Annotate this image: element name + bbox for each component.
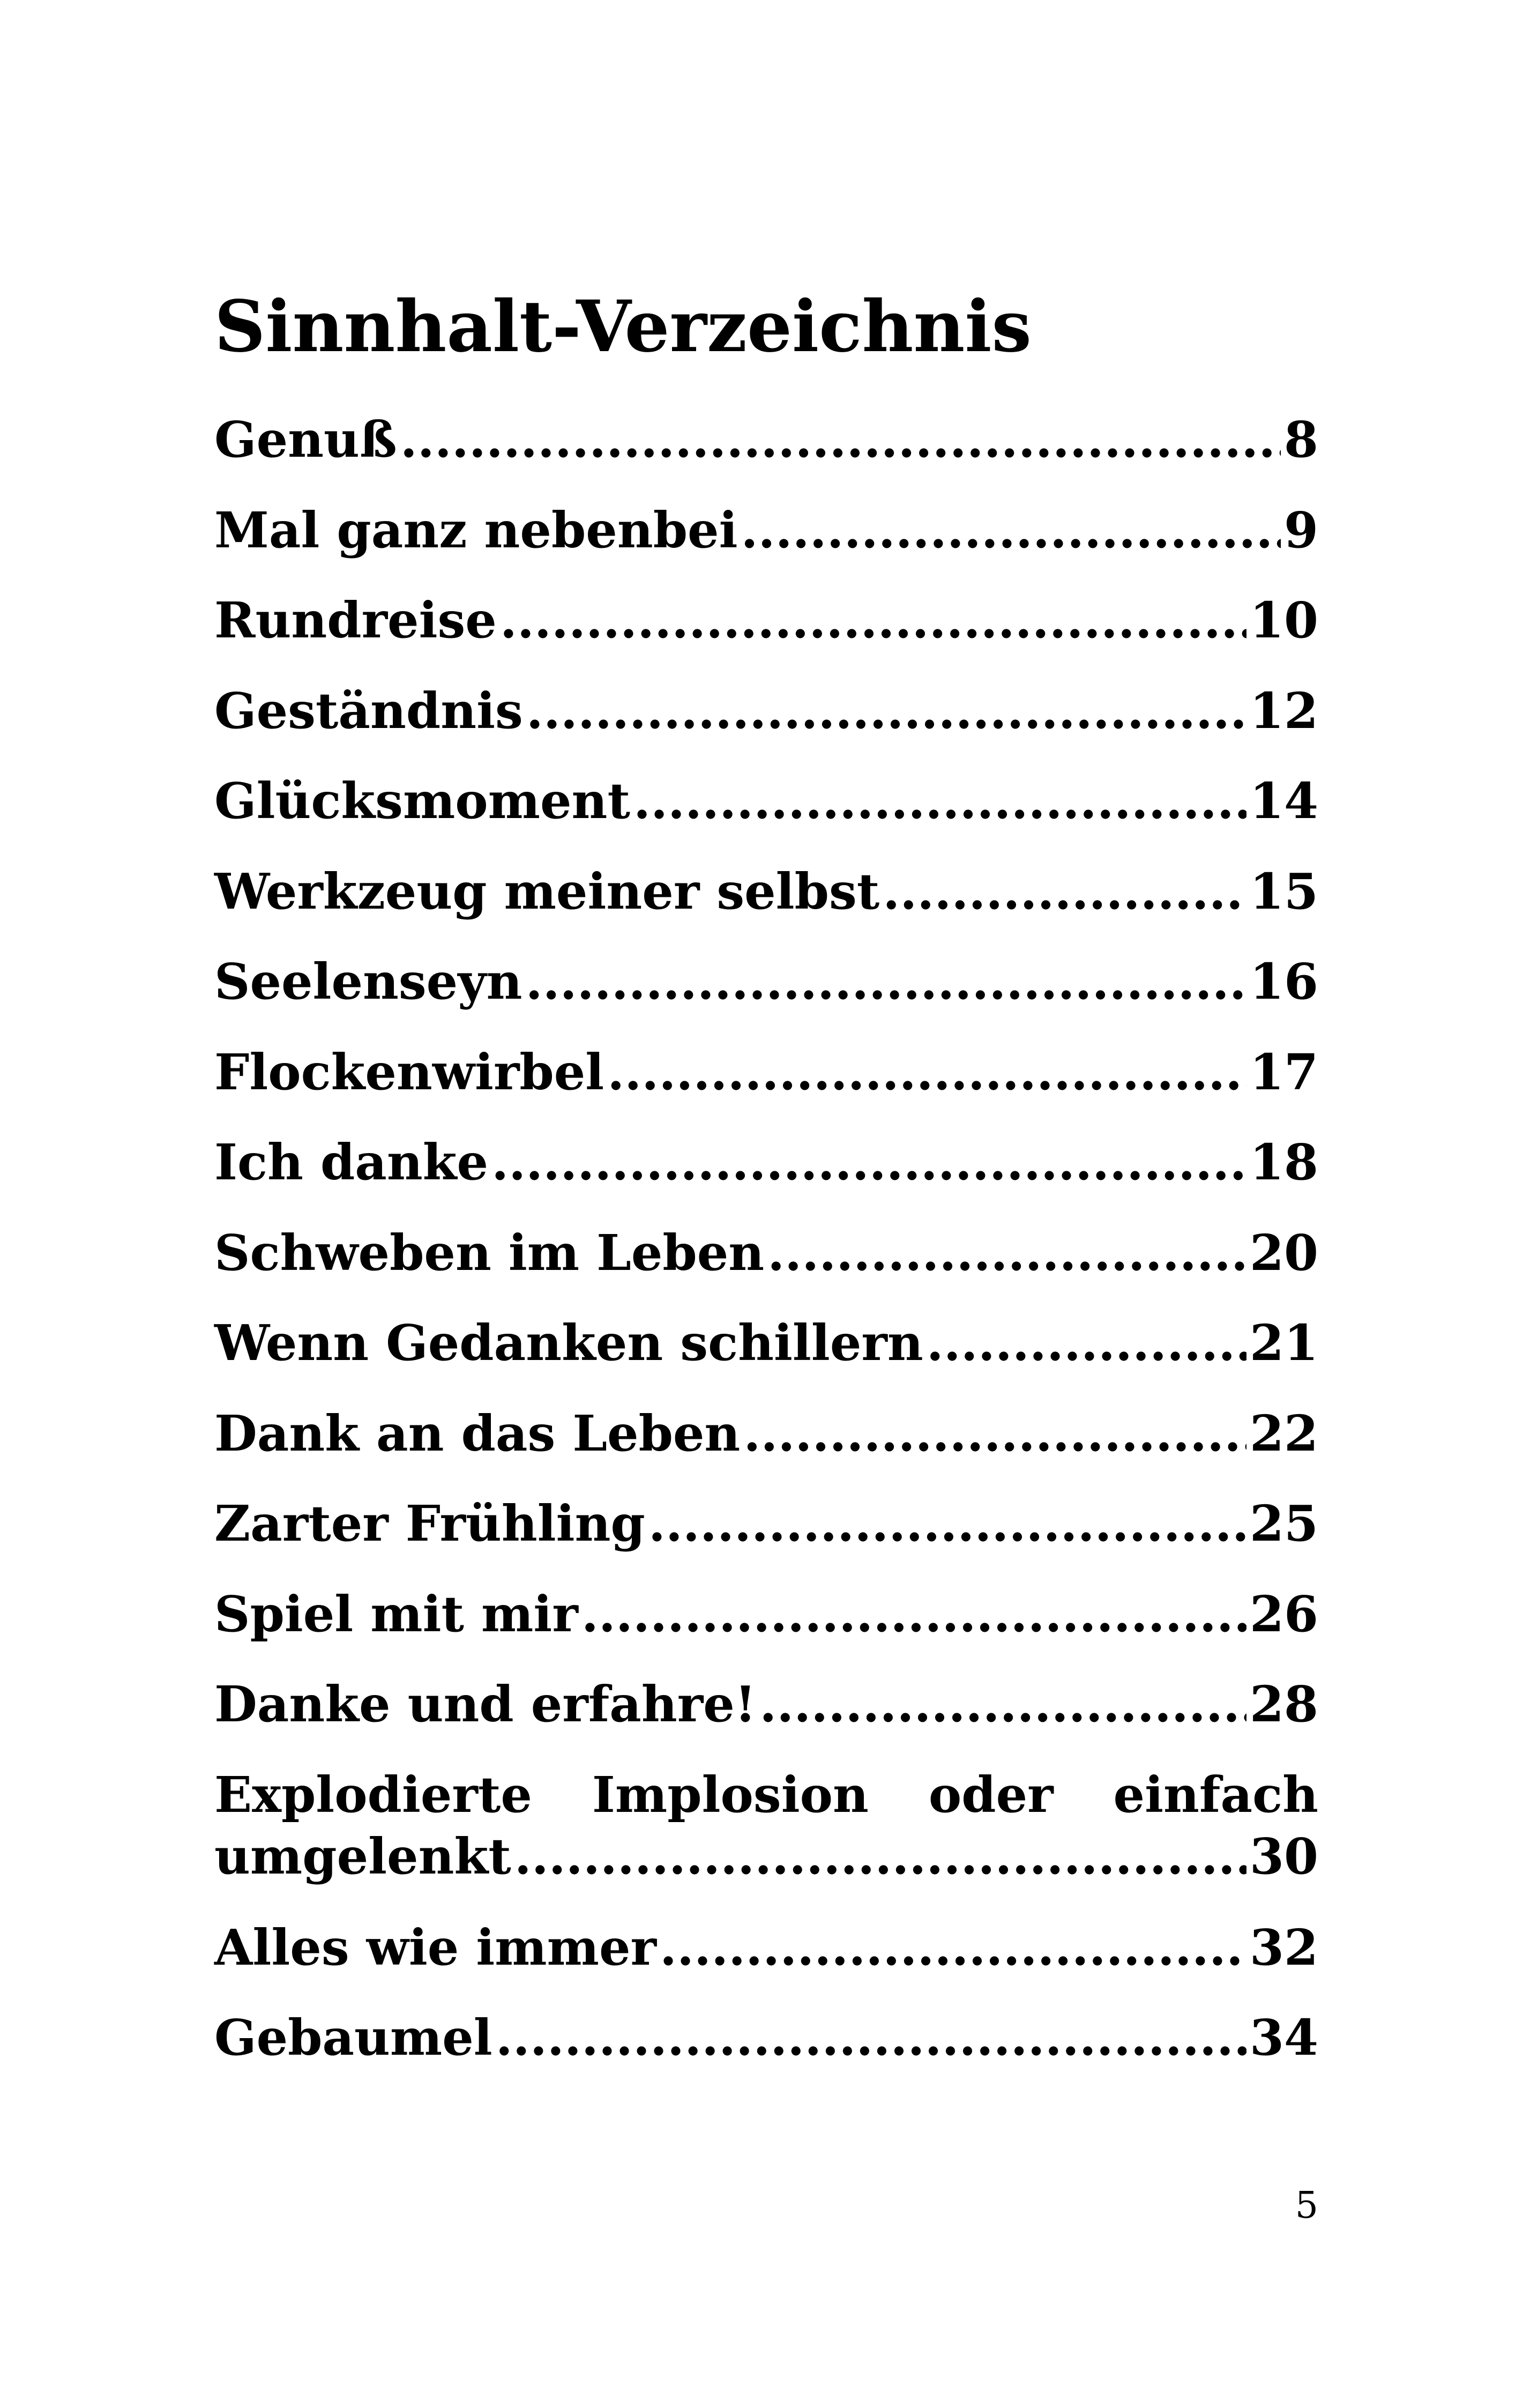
- toc-entry: [214, 1913, 1318, 2003]
- toc-entry: [214, 1037, 1318, 1128]
- toc-entry-title: Ich danke: [214, 1133, 489, 1191]
- toc-entry-title: Werkzeug meiner selbst: [214, 862, 880, 920]
- toc-entry-title: Wenn Gedanken schillern: [214, 1314, 923, 1372]
- toc-entry: [214, 1308, 1318, 1399]
- toc-entry: [214, 947, 1318, 1037]
- toc-entry-page: 32: [1249, 1918, 1318, 1976]
- toc-entry-page: 18: [1249, 1133, 1318, 1191]
- toc-word: einfach: [1113, 1765, 1318, 1824]
- toc-word: Explodierte: [214, 1765, 532, 1824]
- toc-entry: [214, 1489, 1318, 1579]
- toc-entry: [214, 585, 1318, 676]
- toc-entry-title: Rundreise: [214, 591, 497, 649]
- toc-entry-title: Seelenseyn: [214, 953, 522, 1010]
- toc-entry-title-line1: [214, 1760, 1318, 1824]
- toc-word: oder: [928, 1765, 1054, 1824]
- toc-entry: [214, 495, 1318, 586]
- toc-entry: [214, 1127, 1318, 1218]
- dot-leader: [581, 1579, 1246, 1649]
- toc-entry-title: Genuß: [214, 411, 397, 469]
- toc-entry-title: Mal ganz nebenbei: [214, 501, 738, 559]
- toc-entry-page: 22: [1249, 1404, 1318, 1462]
- dot-leader: [767, 1218, 1246, 1288]
- toc-entry-page: 20: [1249, 1223, 1318, 1282]
- toc-entry-page: 26: [1249, 1585, 1318, 1643]
- toc-entry: [214, 1399, 1318, 1489]
- toc-entry: [214, 1218, 1318, 1309]
- toc-entry-multiline: [214, 1760, 1318, 1913]
- toc-entry-page: 14: [1249, 772, 1318, 830]
- toc-entry-title: Dank an das Leben: [214, 1404, 741, 1462]
- dot-leader: [496, 2003, 1246, 2072]
- dot-leader: [526, 947, 1246, 1016]
- toc-entry-title: Alles wie immer: [214, 1918, 656, 1976]
- toc-entry: [214, 1669, 1318, 1760]
- toc-entry-page: 34: [1249, 2009, 1318, 2067]
- toc-entry-title: Spiel mit mir: [214, 1585, 578, 1643]
- toc-entry-title: Geständnis: [214, 681, 523, 740]
- toc-entry-page: 25: [1249, 1495, 1318, 1552]
- toc-entry-title: Zarter Frühling: [214, 1495, 645, 1552]
- toc-entry-title: Schweben im Leben: [214, 1223, 765, 1282]
- toc-entry-title: Glücksmoment: [214, 772, 630, 830]
- toc-entry: [214, 676, 1318, 767]
- table-of-contents: [214, 405, 1318, 2093]
- dot-leader: [660, 1913, 1246, 1982]
- toc-entry-page: 10: [1249, 591, 1318, 649]
- dot-leader: [526, 676, 1246, 746]
- dot-leader: [883, 857, 1246, 926]
- toc-entry: [214, 857, 1318, 947]
- toc-entry: [214, 766, 1318, 857]
- toc-entry-page: 8: [1283, 411, 1318, 469]
- toc-entry-page: 12: [1249, 681, 1318, 740]
- dot-leader: [607, 1037, 1246, 1107]
- dot-leader: [648, 1489, 1246, 1558]
- dot-leader: [491, 1127, 1246, 1197]
- dot-leader: [633, 766, 1246, 836]
- toc-entry-page: 9: [1283, 501, 1318, 559]
- toc-entry-title: Danke und erfahre!: [214, 1675, 757, 1733]
- toc-entry: [214, 1579, 1318, 1670]
- page-title: Sinnhalt-Verzeichnis: [214, 285, 1032, 368]
- dot-leader: [500, 585, 1246, 655]
- toc-word: Implosion: [592, 1765, 869, 1824]
- dot-leader: [400, 405, 1281, 474]
- toc-entry-page: 17: [1249, 1043, 1318, 1101]
- toc-entry-title: umgelenkt: [214, 1827, 511, 1885]
- toc-entry-title: Gebaumel: [214, 2009, 492, 2067]
- page-number: 5: [1295, 2184, 1318, 2227]
- toc-entry-page: 21: [1249, 1314, 1318, 1372]
- dot-leader: [743, 1399, 1246, 1468]
- dot-leader: [759, 1669, 1246, 1739]
- toc-entry: [214, 2003, 1318, 2093]
- toc-entry-title: Flockenwirbel: [214, 1043, 604, 1101]
- dot-leader: [514, 1824, 1246, 1889]
- toc-entry: [214, 405, 1318, 495]
- toc-entry-title-line2: [214, 1824, 1318, 1889]
- toc-entry-page: 30: [1249, 1827, 1318, 1885]
- toc-entry-page: 15: [1249, 862, 1318, 920]
- toc-entry-page: 28: [1249, 1675, 1318, 1733]
- dot-leader: [927, 1308, 1246, 1378]
- dot-leader: [741, 495, 1281, 565]
- toc-entry-page: 16: [1249, 953, 1318, 1010]
